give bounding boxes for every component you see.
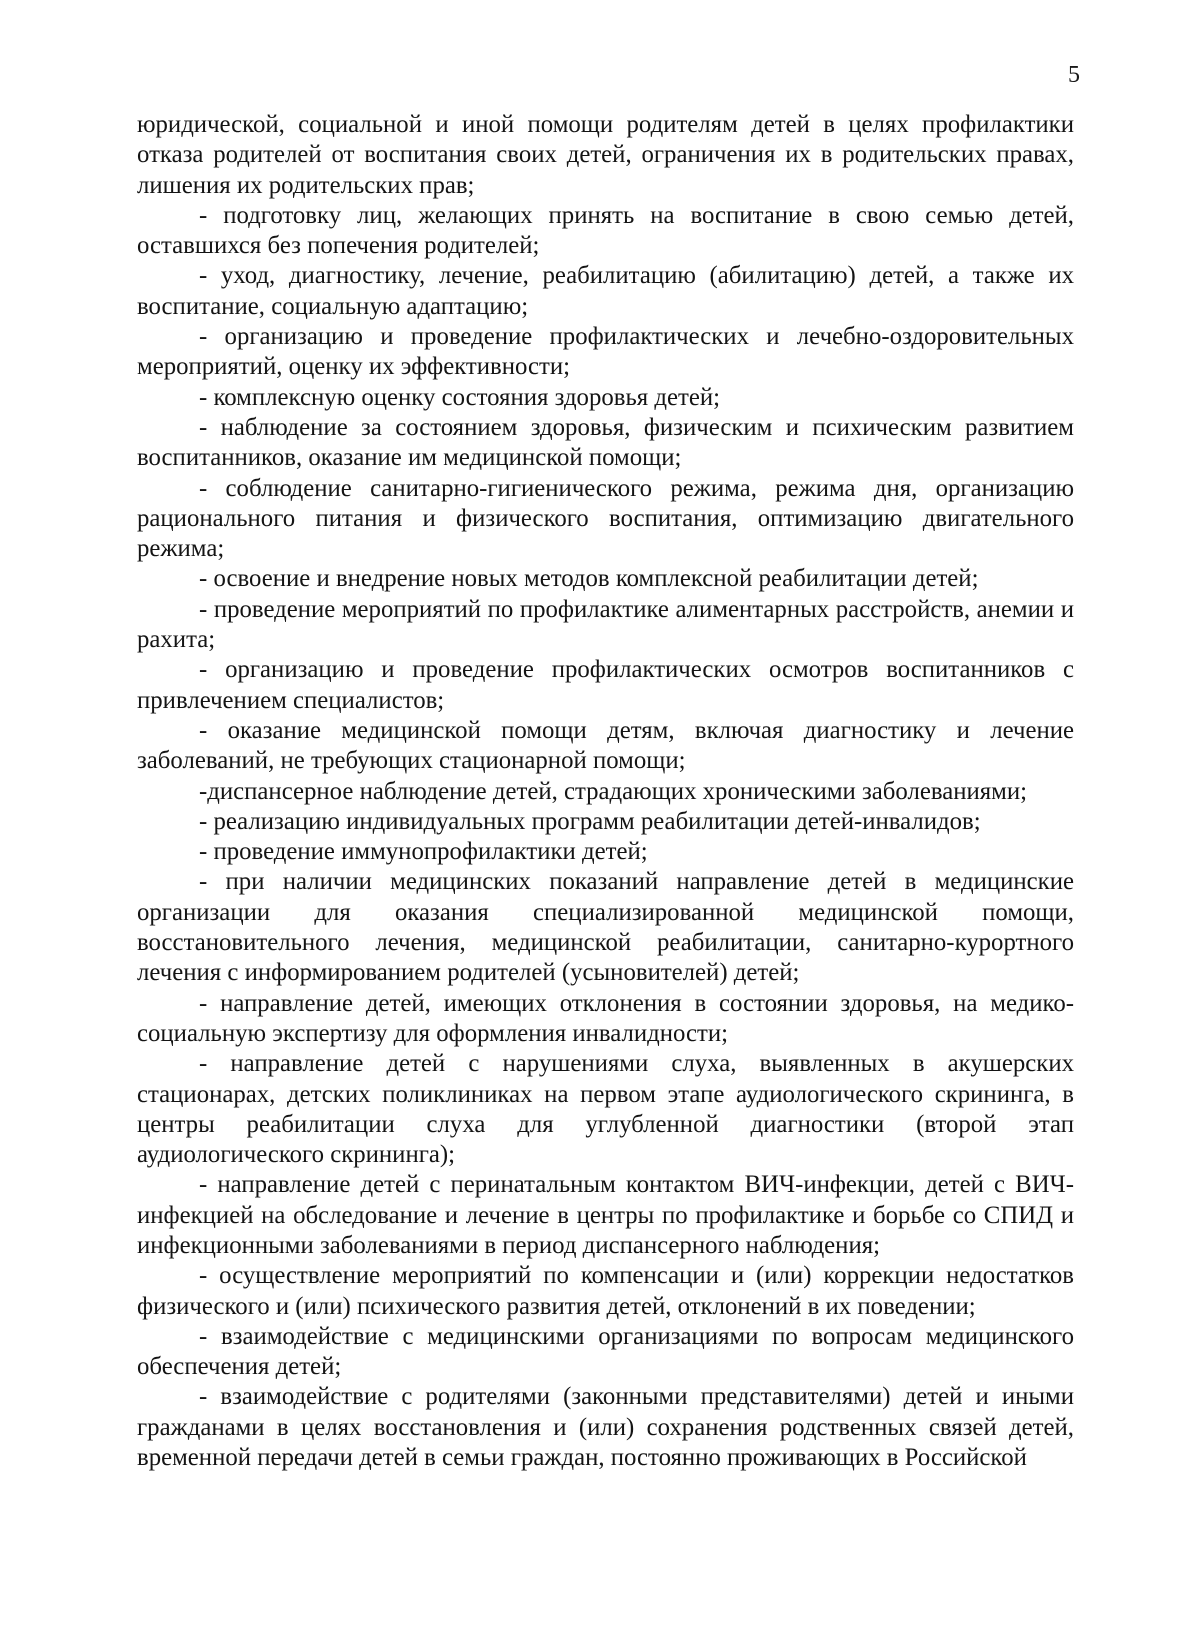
list-item: - направление детей, имеющих отклонения в состоянии здоровья, на медико-социальную экспертизу для оформления инвалидности;	[137, 989, 1074, 1047]
list-item: - направление детей с перинатальным контактом ВИЧ-инфекции, детей с ВИЧ-инфекцией на обследование и лечение в центры по профилактике и борьбе со СПИД и инфекционными заболеваниями в период диспансерного наблюдения;	[137, 1171, 1074, 1259]
list-item: - проведение иммунопрофилактики детей;	[199, 838, 648, 866]
document-body	[137, 110, 1074, 1473]
list-item: - при наличии медицинских показаний направление детей в медицинские организации для оказания специализированной медицинской помощи, восстановительного лечения, медицинской реабилитации, санитарно-курортного лечения с информированием родителей (усыновителей) детей;	[137, 868, 1074, 987]
list-item: - уход, диагностику, лечение, реабилитацию (абилитацию) детей, а также их воспитание, социальную адаптацию;	[137, 262, 1074, 320]
list-item: - подготовку лиц, желающих принять на воспитание в свою семью детей, оставшихся без попечения родителей;	[137, 201, 1074, 260]
list-item: - взаимодействие с медицинскими организациями по вопросам медицинского обеспечения детей;	[137, 1322, 1074, 1381]
list-item: - организацию и проведение профилактических осмотров воспитанников с привлечением специалистов;	[137, 656, 1074, 714]
list-item: - направление детей с нарушениями слуха, выявленных в акушерских стационарах, детских поликлиниках на первом этапе аудиологического скрининга, в центры реабилитации слуха для углубленной диагностики (второй этап аудиологического скрининга);	[137, 1050, 1074, 1169]
list-item: - реализацию индивидуальных программ реабилитации детей-инвалидов;	[199, 807, 981, 835]
list-item: - организацию и проведение профилактических и лечебно-оздоровительных мероприятий, оценку их эффективности;	[137, 323, 1074, 381]
list-item: - комплексную оценку состояния здоровья детей;	[199, 383, 721, 411]
list-item: - освоение и внедрение новых методов комплексной реабилитации детей;	[199, 565, 979, 593]
page-number: 5	[1068, 62, 1080, 88]
list-item: - осуществление мероприятий по компенсации и (или) коррекции недостатков физического и (или) психического развития детей, отклонений в их поведении;	[137, 1262, 1074, 1320]
list-item: - соблюдение санитарно-гигиенического режима, режима дня, организацию рационального питания и физического воспитания, оптимизацию двигательного режима;	[137, 474, 1074, 563]
list-item: - проведение мероприятий по профилактике алиментарных расстройств, анемии и рахита;	[137, 595, 1074, 654]
list-item: -диспансерное наблюдение детей, страдающих хроническими заболеваниями;	[199, 777, 1028, 805]
paragraph: юридической, социальной и иной помощи родителям детей в целях профилактики отказа родителей от воспитания своих детей, ограничения их в родительских правах, лишения их родительских прав;	[137, 111, 1074, 199]
list-item: - наблюдение за состоянием здоровья, физическим и психическим развитием воспитанников, оказание им медицинской помощи;	[137, 413, 1074, 472]
list-item: - взаимодействие с родителями (законными представителями) детей и иными гражданами в целях восстановления и (или) сохранения родственных связей детей, временной передачи детей в семьи граждан, постоянно проживающих в Российской	[137, 1383, 1074, 1472]
list-item: - оказание медицинской помощи детям, включая диагностику и лечение заболеваний, не требующих стационарной помощи;	[137, 716, 1074, 775]
